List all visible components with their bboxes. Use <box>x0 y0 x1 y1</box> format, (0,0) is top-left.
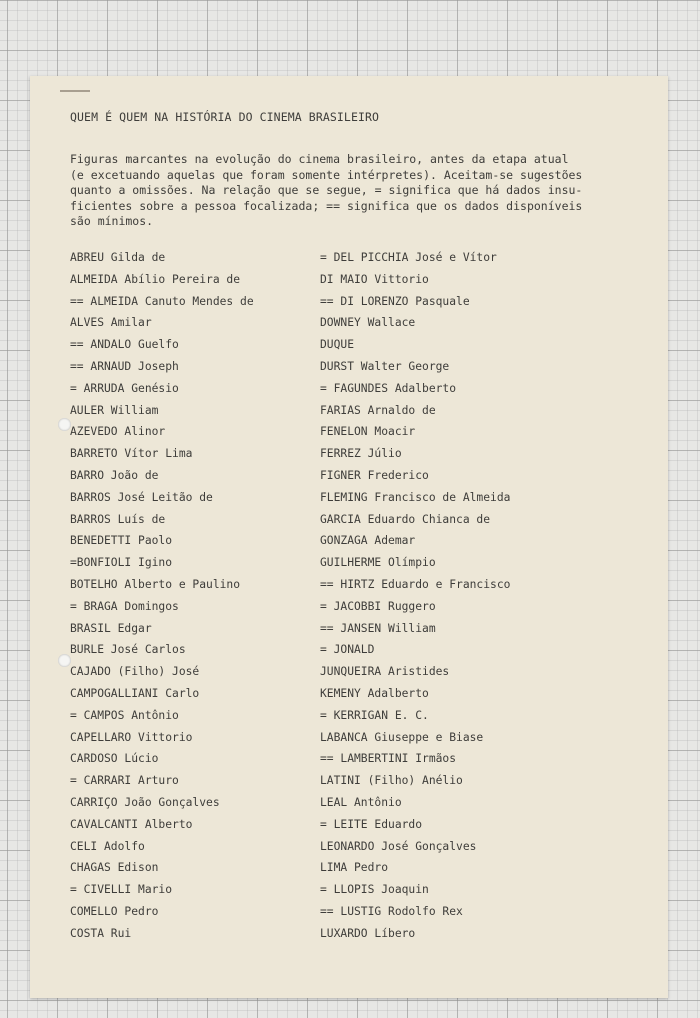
name-entry: = ARRUDA Genésio <box>70 381 179 395</box>
name-entry: KEMENY Adalberto <box>320 686 429 700</box>
name-entry: FARIAS Arnaldo de <box>320 403 436 417</box>
name-entry: GONZAGA Ademar <box>320 534 416 548</box>
name-entry: GARCIA Eduardo Chianca de <box>320 512 491 526</box>
intro-line: são mínimos. <box>70 214 154 228</box>
name-entry: == LAMBERTINI Irmãos <box>320 752 457 766</box>
name-entry: =BONFIOLI Igino <box>70 556 173 570</box>
right-name-list <box>320 247 510 945</box>
intro-line: Figuras marcantes na evolução do cinema brasileiro, antes da etapa atual <box>70 152 569 166</box>
intro-line: ficientes sobre a pessoa focalizada; == significa que os dados disponíveis <box>70 198 583 213</box>
name-entry: FERREZ Júlio <box>320 447 402 461</box>
name-entry: = FAGUNDES Adalberto <box>320 381 457 395</box>
name-entry: BARROS Luís de <box>70 512 166 526</box>
name-entry: BOTELHO Alberto e Paulino <box>70 577 241 591</box>
name-entry: == ARNAUD Joseph <box>70 359 179 373</box>
typewritten-page <box>30 76 668 998</box>
name-entry: ALMEIDA Abílio Pereira de <box>70 272 241 286</box>
name-entry: LEAL Antônio <box>320 795 402 809</box>
name-entry: DI MAIO Vittorio <box>320 272 429 286</box>
name-entry: BRASIL Edgar <box>70 621 152 635</box>
name-entry: FLEMING Francisco de Almeida <box>320 490 511 504</box>
name-entry: = LLOPIS Joaquin <box>320 883 429 897</box>
name-entry: LUXARDO Líbero <box>320 926 416 940</box>
name-entry: GUILHERME Olímpio <box>320 556 436 570</box>
name-entry: CAJADO (Filho) José <box>70 665 200 679</box>
name-entry: AZEVEDO Alinor <box>70 425 166 439</box>
name-entry: CHAGAS Edison <box>70 861 159 875</box>
name-entry: CAVALCANTI Alberto <box>70 817 193 831</box>
name-entry: LATINI (Filho) Anélio <box>320 774 463 788</box>
name-entry: == ALMEIDA Canuto Mendes de <box>70 294 254 308</box>
name-entry: DUQUE <box>320 338 355 352</box>
intro-line: (e excetuando aquelas que foram somente intérpretes). Aceitam-se sugestões <box>70 167 583 182</box>
name-entry: = CARRARI Arturo <box>70 774 179 788</box>
name-entry: ALVES Amilar <box>70 316 152 330</box>
name-entry: DOWNEY Wallace <box>320 316 416 330</box>
name-entry: = DEL PICCHIA José e Vítor <box>320 251 497 264</box>
name-entry: CELI Adolfo <box>70 839 145 853</box>
name-entry: CARDOSO Lúcio <box>70 752 159 766</box>
name-entry: LIMA Pedro <box>320 861 389 875</box>
name-entry: COMELLO Pedro <box>70 904 159 918</box>
name-entry: = CAMPOS Antônio <box>70 708 179 722</box>
name-entry: = JONALD <box>320 643 375 657</box>
name-entry: FENELON Moacir <box>320 425 416 439</box>
page-title: QUEM É QUEM NA HISTÓRIA DO CINEMA BRASILEIRO <box>70 110 380 124</box>
pencil-mark <box>60 90 90 92</box>
name-entry: BARRO João de <box>70 468 159 482</box>
name-entry: = KERRIGAN E. C. <box>320 708 429 722</box>
name-entry: = BRAGA Domingos <box>70 599 179 613</box>
name-entry: == DI LORENZO Pasquale <box>320 294 470 308</box>
name-entry: BURLE José Carlos <box>70 643 186 657</box>
name-entry: = LEITE Eduardo <box>320 817 423 831</box>
left-name-list <box>70 247 254 945</box>
name-entry: = JACOBBI Ruggero <box>320 599 436 613</box>
name-entry: LABANCA Giuseppe e Biase <box>320 730 484 744</box>
name-entry: CAPELLARO Vittorio <box>70 730 193 744</box>
name-entry: == ANDALO Guelfo <box>70 338 179 352</box>
name-entry: JUNQUEIRA Aristides <box>320 665 450 679</box>
name-entry: FIGNER Frederico <box>320 468 429 482</box>
name-entry: LEONARDO José Gonçalves <box>320 839 477 853</box>
name-entry: == HIRTZ Eduardo e Francisco <box>320 577 511 591</box>
intro-paragraph <box>70 152 660 230</box>
name-entry: CAMPOGALLIANI Carlo <box>70 686 200 700</box>
name-entry: == LUSTIG Rodolfo Rex <box>320 904 463 918</box>
name-entry: ABREU Gilda de <box>70 251 166 264</box>
name-entry: CARRIÇO João Gonçalves <box>70 795 220 809</box>
name-entry: DURST Walter George <box>320 359 450 373</box>
intro-line: quanto a omissões. Na relação que se segue, = significa que há dados insu- <box>70 183 583 197</box>
name-entry: BENEDETTI Paolo <box>70 534 173 548</box>
name-entry: COSTA Rui <box>70 926 132 940</box>
name-entry: BARROS José Leitão de <box>70 490 213 504</box>
name-entry: BARRETO Vítor Lima <box>70 447 193 461</box>
name-entry: AULER William <box>70 403 159 417</box>
name-entry: = CIVELLI Mario <box>70 883 173 897</box>
name-entry: == JANSEN William <box>320 621 436 635</box>
